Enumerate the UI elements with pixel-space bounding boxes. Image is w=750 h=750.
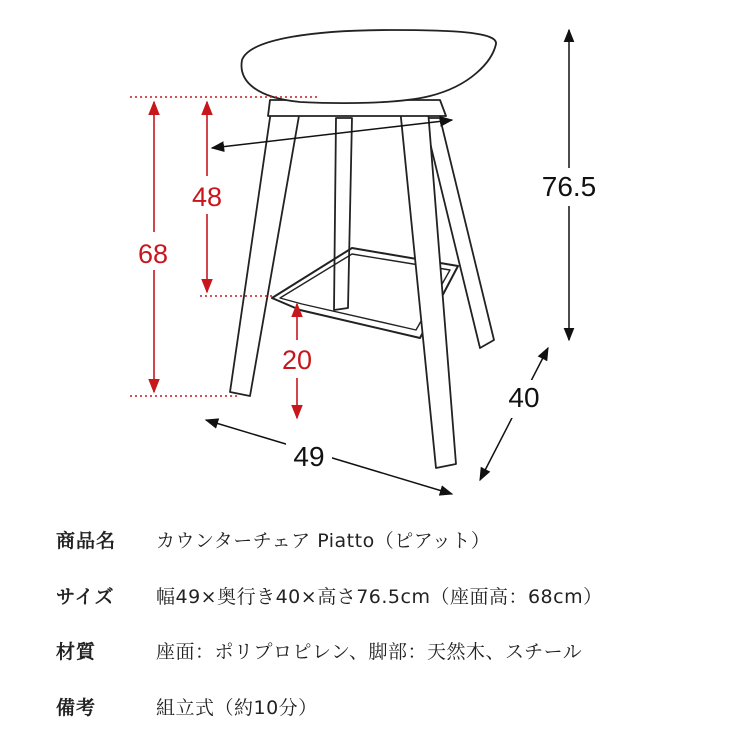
depth-label: 40 (508, 382, 540, 413)
spec-row-notes (56, 689, 318, 723)
seat-to-footrest-label: 48 (191, 182, 223, 212)
spec-row-material (56, 633, 582, 667)
spec-value: 幅49×奥行き40×高さ76.5cm（座面高：68cm） (156, 585, 603, 608)
spec-label: 備考 (56, 696, 97, 719)
spec-row-product-name (56, 522, 490, 556)
seat-height-label: 68 (137, 239, 169, 269)
width-label: 49 (293, 441, 325, 472)
spec-value: 組立式（約10分） (156, 696, 318, 719)
footrest-height-label: 20 (281, 345, 313, 375)
back-left-leg (334, 118, 352, 310)
total-height-label: 76.5 (541, 171, 597, 202)
spec-row-size (56, 578, 603, 612)
spec-label: 商品名 (56, 529, 117, 552)
stool-illustration (230, 30, 496, 468)
spec-label: サイズ (56, 585, 115, 608)
spec-label: 材質 (56, 640, 97, 663)
spec-value: 座面：ポリプロピレン、脚部：天然木、スチール (156, 640, 583, 663)
spec-value: カウンターチェア Piatto（ピアット） (156, 529, 491, 552)
seat-shell (241, 30, 496, 103)
